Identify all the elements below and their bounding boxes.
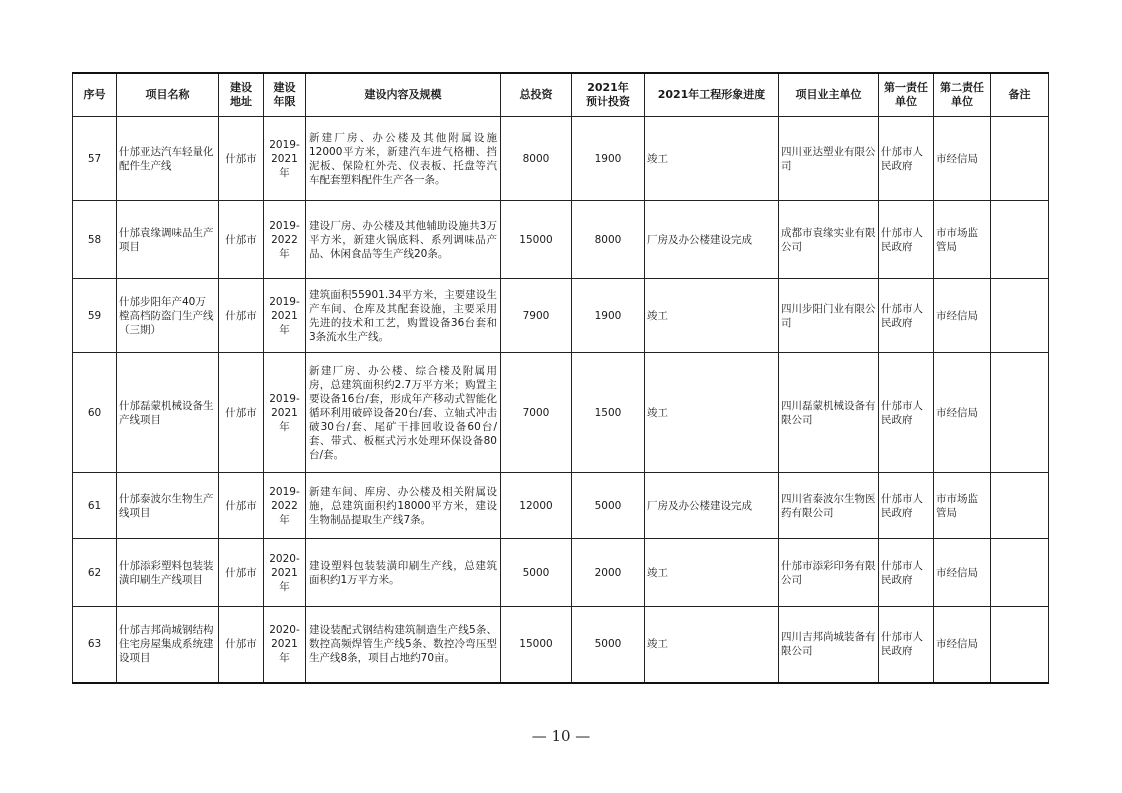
cell-resp2: 市市场监管局 xyxy=(934,473,991,539)
table-row xyxy=(73,607,1049,683)
cell-content: 建设塑料包装装潢印刷生产线，总建筑面积约1万平方米。 xyxy=(306,539,501,607)
page-number: — 10 — xyxy=(531,727,591,745)
header-progress: 2021年工程形象进度 xyxy=(645,73,779,117)
cell-owner: 四川亚达塑业有限公司 xyxy=(779,117,879,201)
cell-years: 2019- 2021年 xyxy=(264,279,306,353)
cell-content: 新建厂房、办公楼、综合楼及附属用房，总建筑面积约2.7万平方米；购置主要设备16台/套，形成年产移动式智能化循环利用破碎设备20台/套、立轴式冲击破30台/套、尾矿干排回收设备60台/套、带式、板框式污水处理环保设备80台/套。 xyxy=(306,353,501,473)
cell-remark xyxy=(991,279,1049,353)
cell-remark xyxy=(991,201,1049,279)
header-seq: 序号 xyxy=(73,73,117,117)
cell-name: 什邡亚达汽车轻量化配件生产线 xyxy=(117,117,219,201)
cell-location: 什邡市 xyxy=(219,473,264,539)
cell-investment: 15000 xyxy=(501,201,572,279)
cell-progress: 竣工 xyxy=(645,353,779,473)
cell-years: 2019- 2022年 xyxy=(264,201,306,279)
cell-progress: 厂房及办公楼建设完成 xyxy=(645,201,779,279)
table-row xyxy=(73,279,1049,353)
header-resp2: 第二责任 单位 xyxy=(934,73,991,117)
cell-plan-2021: 1900 xyxy=(572,279,645,353)
cell-investment: 5000 xyxy=(501,539,572,607)
cell-investment: 8000 xyxy=(501,117,572,201)
cell-content: 建设装配式钢结构建筑制造生产线5条、数控高频焊管生产线5条、数控冷弯压型生产线8条，项目占地约70亩。 xyxy=(306,607,501,683)
header-years: 建设 年限 xyxy=(264,73,306,117)
header-content: 建设内容及规模 xyxy=(306,73,501,117)
cell-progress: 竣工 xyxy=(645,607,779,683)
cell-years: 2020- 2021年 xyxy=(264,539,306,607)
table-row xyxy=(73,353,1049,473)
cell-resp2: 市市场监管局 xyxy=(934,201,991,279)
cell-content: 新建厂房、办公楼及其他附属设施12000平方米，新建汽车进气格栅、挡泥板、保险杠外壳、仪表板、托盘等汽车配套塑料配件生产各一条。 xyxy=(306,117,501,201)
cell-name: 什邡添彩塑料包装装潢印刷生产线项目 xyxy=(117,539,219,607)
cell-name: 什邡吉邦尚城钢结构住宅房屋集成系统建设项目 xyxy=(117,607,219,683)
cell-resp1: 什邡市人民政府 xyxy=(879,539,934,607)
cell-plan-2021: 5000 xyxy=(572,473,645,539)
header-investment: 总投资 xyxy=(501,73,572,117)
cell-resp2: 市经信局 xyxy=(934,117,991,201)
cell-years: 2020- 2021年 xyxy=(264,607,306,683)
project-table xyxy=(72,72,1049,684)
cell-plan-2021: 1900 xyxy=(572,117,645,201)
header-location: 建设 地址 xyxy=(219,73,264,117)
cell-remark xyxy=(991,117,1049,201)
cell-owner: 成都市袁缘实业有限公司 xyxy=(779,201,879,279)
cell-progress: 厂房及办公楼建设完成 xyxy=(645,473,779,539)
cell-name: 什邡磊蒙机械设备生产线项目 xyxy=(117,353,219,473)
cell-resp2: 市经信局 xyxy=(934,539,991,607)
cell-seq: 63 xyxy=(73,607,117,683)
cell-content: 建筑面积55901.34平方米，主要建设生产车间、仓库及其配套设施，主要采用先进的技术和工艺，购置设备36台套和3条流水生产线。 xyxy=(306,279,501,353)
cell-plan-2021: 1500 xyxy=(572,353,645,473)
cell-investment: 7900 xyxy=(501,279,572,353)
cell-location: 什邡市 xyxy=(219,201,264,279)
cell-resp2: 市经信局 xyxy=(934,607,991,683)
cell-content: 新建车间、库房、办公楼及相关附属设施，总建筑面积约18000平方米，建设生物制品提取生产线7条。 xyxy=(306,473,501,539)
cell-remark xyxy=(991,473,1049,539)
cell-investment: 7000 xyxy=(501,353,572,473)
cell-years: 2019- 2021年 xyxy=(264,117,306,201)
cell-investment: 12000 xyxy=(501,473,572,539)
cell-location: 什邡市 xyxy=(219,353,264,473)
cell-remark xyxy=(991,607,1049,683)
header-plan-2021: 2021年 预计投资 xyxy=(572,73,645,117)
cell-owner: 四川省泰波尔生物医药有限公司 xyxy=(779,473,879,539)
cell-seq: 59 xyxy=(73,279,117,353)
cell-remark xyxy=(991,539,1049,607)
header-remark: 备注 xyxy=(991,73,1049,117)
cell-owner: 什邡市添彩印务有限公司 xyxy=(779,539,879,607)
cell-owner: 四川磊蒙机械设备有限公司 xyxy=(779,353,879,473)
cell-progress: 竣工 xyxy=(645,117,779,201)
cell-progress: 竣工 xyxy=(645,539,779,607)
table-row xyxy=(73,201,1049,279)
cell-resp1: 什邡市人民政府 xyxy=(879,353,934,473)
cell-resp2: 市经信局 xyxy=(934,353,991,473)
cell-resp2: 市经信局 xyxy=(934,279,991,353)
cell-plan-2021: 8000 xyxy=(572,201,645,279)
cell-resp1: 什邡市人民政府 xyxy=(879,117,934,201)
header-row xyxy=(73,73,1049,117)
cell-location: 什邡市 xyxy=(219,279,264,353)
cell-resp1: 什邡市人民政府 xyxy=(879,279,934,353)
cell-investment: 15000 xyxy=(501,607,572,683)
cell-name: 什邡泰波尔生物生产线项目 xyxy=(117,473,219,539)
cell-location: 什邡市 xyxy=(219,539,264,607)
table-header xyxy=(73,73,1049,117)
cell-resp1: 什邡市人民政府 xyxy=(879,201,934,279)
cell-seq: 60 xyxy=(73,353,117,473)
cell-progress: 竣工 xyxy=(645,279,779,353)
header-resp1: 第一责任 单位 xyxy=(879,73,934,117)
cell-location: 什邡市 xyxy=(219,607,264,683)
table-row xyxy=(73,117,1049,201)
cell-seq: 57 xyxy=(73,117,117,201)
cell-resp1: 什邡市人民政府 xyxy=(879,473,934,539)
cell-resp1: 什邡市人民政府 xyxy=(879,607,934,683)
cell-years: 2019- 2021年 xyxy=(264,353,306,473)
cell-seq: 62 xyxy=(73,539,117,607)
cell-name: 什邡步阳年产40万樘高档防盗门生产线（三期） xyxy=(117,279,219,353)
header-owner: 项目业主单位 xyxy=(779,73,879,117)
table-row xyxy=(73,473,1049,539)
cell-seq: 61 xyxy=(73,473,117,539)
table-body xyxy=(73,117,1049,683)
cell-location: 什邡市 xyxy=(219,117,264,201)
header-name: 项目名称 xyxy=(117,73,219,117)
table-row xyxy=(73,539,1049,607)
cell-plan-2021: 2000 xyxy=(572,539,645,607)
cell-seq: 58 xyxy=(73,201,117,279)
cell-name: 什邡袁缘调味品生产项目 xyxy=(117,201,219,279)
cell-content: 建设厂房、办公楼及其他辅助设施共3万平方米，新建火锅底料、系列调味品产品、休闲食品等生产线20条。 xyxy=(306,201,501,279)
cell-remark xyxy=(991,353,1049,473)
cell-years: 2019- 2022年 xyxy=(264,473,306,539)
cell-owner: 四川吉邦尚城装备有限公司 xyxy=(779,607,879,683)
cell-plan-2021: 5000 xyxy=(572,607,645,683)
cell-owner: 四川步阳门业有限公司 xyxy=(779,279,879,353)
